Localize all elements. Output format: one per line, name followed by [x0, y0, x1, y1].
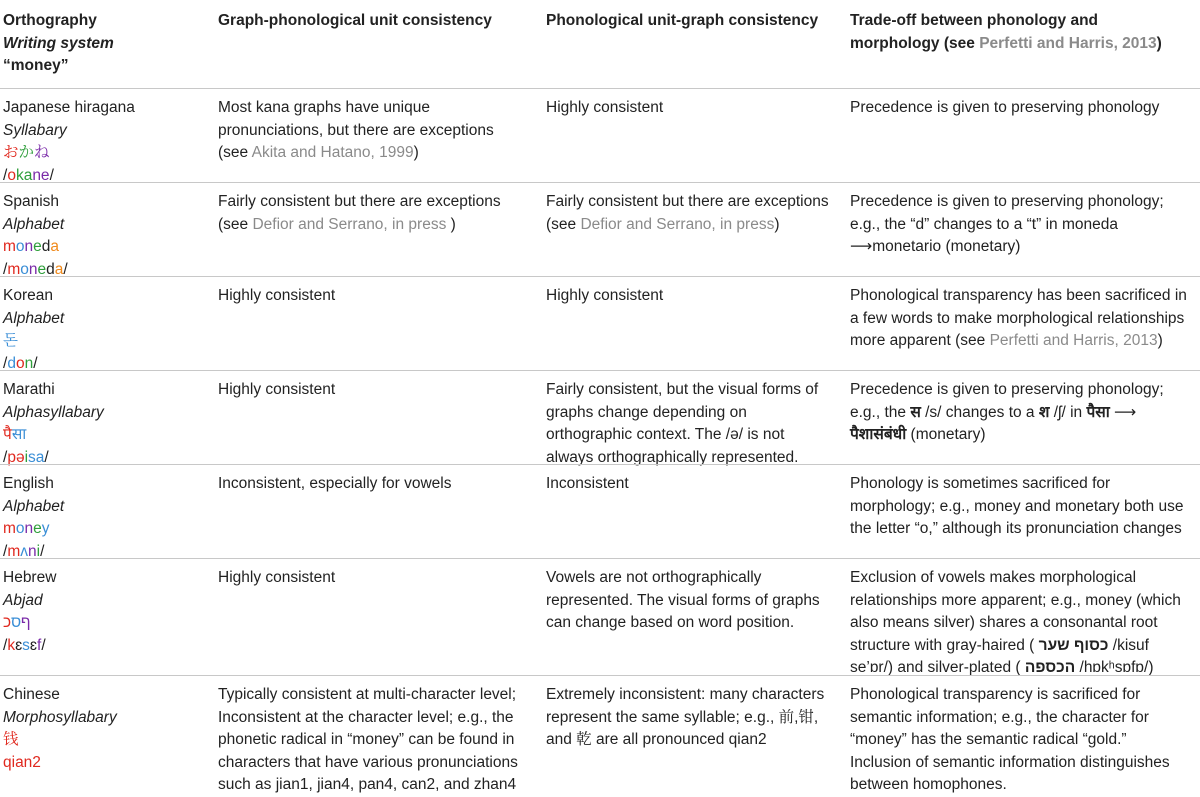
- money-word: [3, 330, 208, 353]
- phon-graph-line: [546, 567, 841, 590]
- graph-phon-line: [218, 567, 536, 590]
- tradeoff-text: ): [1157, 332, 1163, 349]
- money-word-part: n: [24, 520, 34, 537]
- table-header: [0, 0, 1200, 88]
- orthography-name: Hebrew: [3, 569, 57, 586]
- table-row: [0, 276, 1200, 371]
- money-word-part: e: [33, 520, 42, 537]
- phon-graph-line: [546, 402, 841, 425]
- phon-graph-line: [546, 285, 841, 308]
- header-tradeoff-line2: morphology (see: [850, 34, 980, 52]
- tradeoff-text: Inclusion of semantic information distinguishes: [850, 753, 1170, 771]
- tradeoff-line: [850, 496, 1198, 519]
- phon-graph-text: graphs change depending on: [546, 403, 747, 421]
- money-pronunciation-part: /: [49, 166, 54, 184]
- graph-phon-line: [218, 752, 536, 775]
- writing-system: Alphabet: [3, 497, 65, 515]
- tradeoff-text: Phonological transparency has been sacrificed in: [850, 287, 1187, 304]
- phon-graph-line: [546, 97, 841, 120]
- graph-phon-text: such as jian1, jian4, pan4, can2, and zhan4: [218, 776, 517, 793]
- tradeoff-line: [850, 424, 1198, 447]
- writing-system: Syllabary: [3, 121, 67, 139]
- tradeoff-line: [850, 97, 1198, 120]
- money-word-part: o: [15, 238, 25, 255]
- phon-graph-line: [546, 473, 841, 496]
- money-word-part: か: [18, 144, 35, 161]
- writing-system: Alphabet: [3, 309, 65, 327]
- money-pronunciation-part: qian2: [3, 753, 41, 771]
- tradeoff-line: [850, 402, 1198, 425]
- money-pronunciation-part: n: [28, 260, 38, 278]
- phon-graph-text: always orthographically represented.: [546, 448, 799, 466]
- orthography-name: Marathi: [3, 381, 55, 398]
- money-pronunciation-part: ne: [32, 166, 50, 184]
- tradeoff-line: [850, 473, 1198, 496]
- table-row: [0, 370, 1200, 465]
- phon-graph-text: Fairly consistent but there are exceptions: [546, 193, 829, 210]
- tradeoff-line: [850, 774, 1198, 797]
- phon-graph-text: ): [774, 215, 780, 233]
- phon-graph-line: [546, 214, 841, 237]
- graph-phon-line: [218, 729, 536, 752]
- header-col-tradeoff: [850, 10, 1198, 55]
- graph-phon-line: [218, 142, 536, 165]
- money-word-part: m: [3, 238, 16, 255]
- graph-phon-line: [218, 120, 536, 143]
- tradeoff-cell: [850, 191, 1198, 259]
- money-pronunciation-part: m: [7, 260, 21, 278]
- money-pronunciation-part: d: [46, 260, 55, 278]
- money-pronunciation: [3, 752, 208, 775]
- money-word: [3, 518, 208, 541]
- graph-phon-cell: [218, 473, 536, 496]
- tradeoff-text: e.g., the: [850, 403, 911, 421]
- header-tradeoff-ref[interactable]: Perfetti and Harris, 2013: [979, 34, 1157, 52]
- phon-graph-text: orthographic context. The /ə/ is not: [546, 426, 785, 443]
- phon-graph-line: [546, 612, 841, 635]
- orthography-name: Chinese: [3, 686, 60, 703]
- orthography-cell: [3, 473, 208, 563]
- tradeoff-line: [850, 518, 1198, 541]
- tradeoff-line: [850, 330, 1198, 353]
- phon-graph-text: and 乾 are all pronounced qian2: [546, 731, 767, 748]
- money-pronunciation-part: ka: [15, 166, 33, 184]
- graph-phon-text: (see: [218, 144, 252, 161]
- money-word-part: ף: [21, 614, 31, 631]
- tradeoff-cell: [850, 97, 1198, 120]
- money-word-part: सा: [11, 426, 27, 443]
- money-pronunciation-part: i: [36, 542, 41, 560]
- graph-phon-text: Fairly consistent but there are exceptions: [218, 193, 501, 210]
- money-pronunciation-part: p: [7, 448, 16, 466]
- header-money: “money”: [3, 57, 69, 74]
- money-word-part: m: [3, 520, 16, 537]
- tradeoff-line: [850, 285, 1198, 308]
- writing-system: Alphasyllabary: [3, 403, 104, 421]
- tradeoff-text: e.g., the “d” changes to a “t” in moneda: [850, 215, 1118, 233]
- graph-phon-line: [218, 707, 536, 730]
- graph-phon-text: ): [413, 144, 419, 161]
- header-tradeoff-close: ): [1156, 34, 1162, 52]
- phon-graph-line: [546, 379, 841, 402]
- tradeoff-cell: [850, 285, 1198, 353]
- citation-link[interactable]: Defior and Serrano, in press: [580, 215, 775, 233]
- tradeoff-line: [850, 308, 1198, 331]
- phon-graph-text: Inconsistent: [546, 475, 629, 492]
- graph-phon-line: [218, 379, 536, 402]
- money-pronunciation-part: m: [7, 542, 21, 560]
- writing-system: Alphabet: [3, 215, 65, 233]
- phon-graph-text: (see: [546, 215, 581, 233]
- table-row: [0, 88, 1200, 183]
- tradeoff-text: semantic information; e.g., the character for: [850, 708, 1149, 726]
- orthography-name: English: [3, 475, 54, 492]
- money-word-part: כ: [3, 614, 12, 631]
- table-row: [0, 182, 1200, 277]
- money-pronunciation-part: f: [37, 636, 42, 654]
- tradeoff-line: Precedence is given to preserving phonology;: [850, 381, 1164, 398]
- graph-phon-line: [218, 774, 536, 797]
- money-word-part: ס: [11, 614, 22, 631]
- graph-phon-cell: [218, 97, 536, 165]
- money-pronunciation-part: o: [15, 354, 25, 372]
- tradeoff-cell: [850, 684, 1198, 797]
- tradeoff-text: /kisuf: [1108, 636, 1149, 654]
- tradeoff-text: Phonology is sometimes sacrificed for: [850, 475, 1111, 492]
- money-pronunciation-part: o: [7, 166, 16, 184]
- money-pronunciation-part: k: [7, 636, 16, 654]
- phon-graph-line: [546, 684, 841, 707]
- money-pronunciation-part: d: [7, 354, 16, 372]
- header-col-graph-phon: Graph-phonological unit consistency: [218, 12, 492, 29]
- graph-phon-text: characters that have various pronunciations: [218, 753, 518, 771]
- money-pronunciation-part: i: [24, 448, 29, 466]
- graph-phon-cell: [218, 285, 536, 308]
- tradeoff-text: more apparent (see: [850, 332, 990, 349]
- tradeoff-cell: [850, 473, 1198, 541]
- writing-system: Abjad: [3, 591, 43, 609]
- header-tradeoff-line1: Trade-off between phonology and: [850, 12, 1098, 29]
- citation-link[interactable]: Perfetti and Harris, 2013: [989, 332, 1158, 349]
- tradeoff-text: ⟶monetario (monetary): [850, 238, 1021, 255]
- money-word-part: o: [15, 520, 25, 537]
- tradeoff-text: the letter “o,” although its pronunciation changes: [850, 520, 1182, 537]
- tradeoff-line: [850, 236, 1198, 259]
- devanagari-paisa: पैसा: [1086, 403, 1110, 421]
- orthography-name: Japanese hiragana: [3, 99, 135, 116]
- money-pronunciation-part: /: [44, 448, 49, 466]
- money-pronunciation-part: /: [3, 260, 8, 278]
- arrow-text: ⟶: [1109, 403, 1137, 421]
- orthography-name: Spanish: [3, 193, 60, 210]
- table-row: [0, 675, 1200, 793]
- money-word: [3, 612, 208, 635]
- tradeoff-text: /hɒkʰsɒfɒ/): [1075, 659, 1154, 676]
- graph-phon-text: (see: [218, 215, 253, 233]
- orthography-cell: [3, 379, 208, 469]
- money-pronunciation-part: s: [22, 636, 30, 654]
- money-pronunciation: [3, 635, 208, 658]
- money-word-part: ね: [34, 144, 50, 161]
- tradeoff-text: morphology; e.g., money and monetary both use: [850, 497, 1184, 515]
- phon-graph-line: [546, 707, 841, 730]
- money-pronunciation-part: ʌ: [20, 542, 28, 560]
- phon-graph-cell: [546, 473, 841, 496]
- graph-phon-text: Typically consistent at multi-character level;: [218, 686, 517, 703]
- header-col-phon-graph: Phonological unit-graph consistency: [546, 12, 819, 29]
- money-pronunciation-part: e: [37, 260, 47, 278]
- phon-graph-text: represent the same syllable; e.g., 前,钳,: [546, 708, 819, 726]
- orthography-cell: [3, 285, 208, 375]
- phon-graph-cell: [546, 684, 841, 752]
- money-pronunciation-part: n: [27, 542, 37, 560]
- graph-phon-text: Highly consistent: [218, 381, 336, 398]
- phon-graph-cell: [546, 285, 841, 308]
- money-word: [3, 236, 208, 259]
- hebrew-gray-haired: כסוף שער: [1034, 636, 1109, 654]
- money-pronunciation-part: /: [3, 166, 8, 184]
- phon-graph-text: Vowels are not orthographically: [546, 569, 762, 586]
- graph-phon-text: Highly consistent: [218, 569, 336, 586]
- money-pronunciation-part: /: [3, 636, 8, 654]
- devanagari-sha: श: [1038, 403, 1050, 421]
- graph-phon-text: ): [446, 215, 456, 233]
- tradeoff-text: se’ɒr/) and silver-plated (: [850, 659, 1021, 676]
- table-row: [0, 558, 1200, 676]
- graph-phon-cell: [218, 191, 536, 236]
- money-pronunciation-part: /: [40, 542, 45, 560]
- table-row: [0, 464, 1200, 559]
- devanagari-sa: स: [910, 403, 921, 421]
- money-word: [3, 424, 208, 447]
- graph-phon-line: [218, 214, 536, 237]
- graph-phon-line: [218, 684, 536, 707]
- money-pronunciation-part: /: [33, 354, 38, 372]
- money-word-part: お: [3, 144, 19, 161]
- phon-graph-text: represented. The visual forms of graphs: [546, 591, 820, 609]
- money-word-part: n: [24, 238, 34, 255]
- money-word-part: y: [41, 520, 50, 537]
- orthography-cell: [3, 567, 208, 657]
- tradeoff-text: a few words to make morphological relationships: [850, 309, 1185, 327]
- tradeoff-line: also means silver) shares a consonantal root: [850, 614, 1158, 631]
- tradeoff-line: [850, 684, 1198, 707]
- tradeoff-cell: [850, 567, 1198, 680]
- money-word: [3, 729, 208, 752]
- money-word-part: d: [41, 238, 51, 255]
- graph-phon-line: [218, 285, 536, 308]
- tradeoff-text: (monetary): [906, 426, 986, 443]
- money-pronunciation-part: /: [3, 354, 8, 372]
- citation-link[interactable]: Akita and Hatano, 1999: [251, 144, 414, 161]
- tradeoff-text: Precedence is given to preserving phonology;: [850, 193, 1164, 210]
- tradeoff-line: Exclusion of vowels makes morphological: [850, 569, 1137, 586]
- graph-phon-text: Most kana graphs have unique: [218, 99, 430, 116]
- graph-phon-line: [218, 97, 536, 120]
- tradeoff-line: [850, 729, 1198, 752]
- tradeoff-text: between homophones.: [850, 776, 1007, 793]
- tradeoff-line: [850, 752, 1198, 775]
- tradeoff-text: structure with gray-haired (: [850, 636, 1035, 654]
- phon-graph-line: [546, 590, 841, 613]
- tradeoff-line: [850, 214, 1198, 237]
- citation-link[interactable]: Defior and Serrano, in press: [252, 215, 447, 233]
- graph-phon-line: [218, 473, 536, 496]
- orthography-cell: [3, 191, 208, 281]
- header-writing-system: Writing system: [3, 34, 114, 52]
- orthography-name: Korean: [3, 287, 53, 304]
- money-word-part: 돈: [3, 332, 18, 349]
- money-pronunciation-part: ɛ: [29, 636, 38, 654]
- graph-phon-line: [218, 191, 536, 214]
- phon-graph-text: Fairly consistent, but the visual forms of: [546, 381, 819, 398]
- phon-graph-text: Extremely inconsistent: many characters: [546, 686, 825, 703]
- phon-graph-line: [546, 424, 841, 447]
- money-word: [3, 142, 208, 165]
- money-pronunciation-part: ɛ: [15, 636, 23, 654]
- tradeoff-line: relationships more apparent; e.g., money (which: [850, 591, 1181, 609]
- phon-graph-text: can change based on word position.: [546, 614, 795, 631]
- phon-graph-cell: [546, 379, 841, 469]
- phon-graph-cell: [546, 567, 841, 635]
- money-pronunciation-part: a: [54, 260, 64, 278]
- money-word-part: a: [50, 238, 60, 255]
- money-pronunciation-part: /: [41, 636, 46, 654]
- graph-phon-text: Highly consistent: [218, 287, 336, 304]
- header-col-orthography: [3, 10, 208, 78]
- phon-graph-cell: [546, 97, 841, 120]
- graph-phon-text: Inconsistent at the character level; e.g., the: [218, 708, 514, 726]
- tradeoff-text: /s/ changes to a: [920, 403, 1039, 421]
- orthography-cell: [3, 684, 208, 774]
- tradeoff-line: [850, 191, 1198, 214]
- money-pronunciation-part: /: [63, 260, 68, 278]
- phon-graph-line: [546, 729, 841, 752]
- phon-graph-cell: [546, 191, 841, 236]
- phon-graph-text: Highly consistent: [546, 287, 664, 304]
- tradeoff-text: Precedence is given to preserving phonology: [850, 99, 1160, 116]
- money-pronunciation-part: ə: [15, 448, 25, 466]
- money-pronunciation-part: /: [3, 542, 8, 560]
- graph-phon-text: phonetic radical in “money” can be found in: [218, 731, 515, 748]
- money-word-part: e: [33, 238, 42, 255]
- graph-phon-cell: [218, 379, 536, 402]
- tradeoff-text: /ʃ/ in: [1049, 403, 1087, 421]
- tradeoff-text: “money” has the semantic radical “gold.”: [850, 731, 1127, 748]
- tradeoff-line: [850, 707, 1198, 730]
- header-orthography: Orthography: [3, 12, 97, 29]
- phon-graph-text: Highly consistent: [546, 99, 664, 116]
- graph-phon-cell: [218, 567, 536, 590]
- graph-phon-text: Inconsistent, especially for vowels: [218, 475, 452, 492]
- money-word-part: पै: [3, 426, 12, 443]
- money-word-part: 钱: [3, 731, 19, 748]
- tradeoff-cell: [850, 379, 1198, 447]
- money-pronunciation-part: sa: [28, 448, 45, 466]
- money-pronunciation-part: /: [3, 448, 8, 466]
- hebrew-silver-plated: הכספה: [1020, 659, 1076, 676]
- tradeoff-text: Phonological transparency is sacrificed for: [850, 686, 1141, 703]
- money-pronunciation-part: n: [24, 354, 34, 372]
- writing-system: Morphosyllabary: [3, 708, 117, 726]
- tradeoff-line: [850, 635, 1198, 658]
- orthography-cell: [3, 97, 208, 187]
- money-pronunciation-part: o: [20, 260, 29, 278]
- phon-graph-line: [546, 191, 841, 214]
- graph-phon-text: pronunciations, but there are exceptions: [218, 121, 494, 139]
- graph-phon-cell: [218, 684, 536, 797]
- devanagari-monetary: पैशासंबंधी: [850, 426, 907, 443]
